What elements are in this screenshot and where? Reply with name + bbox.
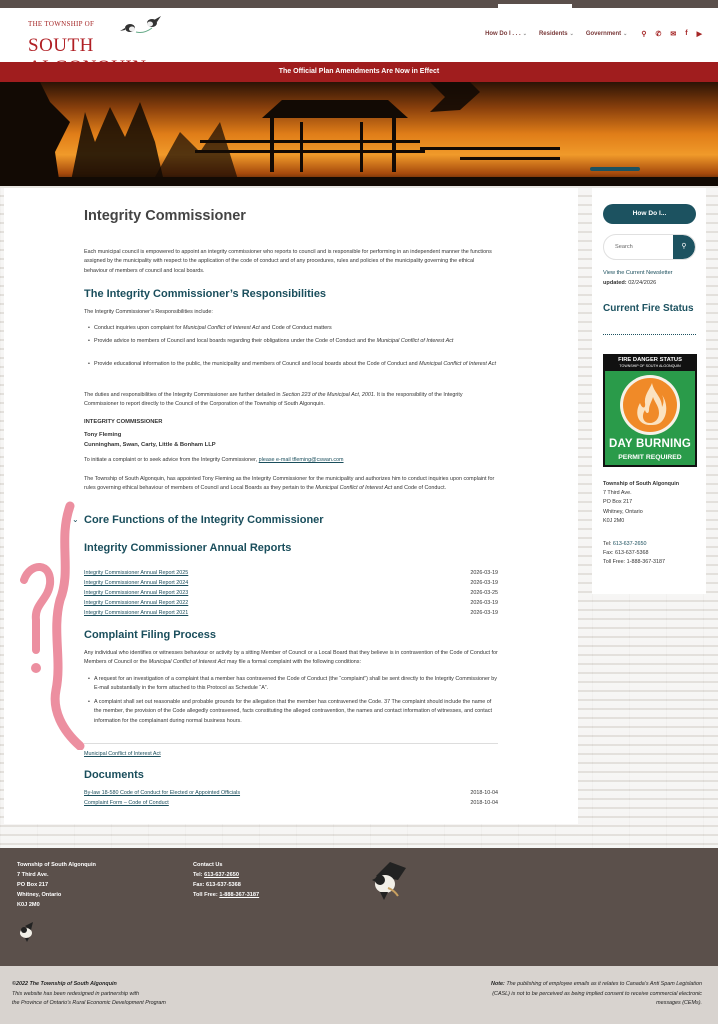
ic-email-link[interactable]: please e-mail tfleming@cswan.com: [258, 457, 344, 463]
youtube-icon[interactable]: ▶: [696, 31, 702, 38]
report-date: 2026-03-19: [470, 580, 498, 586]
fire-status-heading: Current Fire Status: [603, 303, 694, 314]
newsletter-updated: updated: 02/24/2026: [603, 280, 657, 286]
report-date: 2026-03-19: [470, 600, 498, 606]
small-chickadee-icon: [17, 920, 37, 942]
chevron-down-icon: ⌄: [569, 31, 574, 37]
report-link[interactable]: Integrity Commissioner Annual Report 2021: [84, 610, 189, 616]
footer-fax: Fax: 613-637-5368: [193, 882, 241, 888]
nav-label: How Do I . . .: [485, 31, 521, 37]
footer-address-line: 7 Third Ave.: [17, 872, 49, 878]
report-row: [84, 578, 498, 588]
chevron-down-icon[interactable]: ⌄: [72, 515, 79, 524]
tollfree-line: Toll Free: 1-888-367-3187: [603, 559, 666, 566]
report-row: [84, 568, 498, 578]
report-row: [84, 588, 498, 598]
mcia-link[interactable]: Municipal Conflict of Interest Act: [84, 751, 161, 757]
search-input[interactable]: [604, 235, 674, 259]
search-button[interactable]: [673, 235, 695, 259]
chevron-down-icon: ⌄: [522, 31, 527, 37]
chevron-down-icon: ⌄: [623, 31, 628, 37]
responsibilities-heading: The Integrity Commissioner’s Responsibilities: [84, 288, 327, 300]
fire-sign-permit: PERMIT REQUIRED: [618, 454, 682, 461]
address-line: PO Box 217: [603, 499, 633, 506]
report-date: 2026-03-25: [470, 590, 498, 596]
credit-line: This website has been redesigned in partnership with: [12, 990, 140, 997]
main-content: [4, 188, 578, 824]
search-box: [603, 234, 696, 260]
report-link[interactable]: Integrity Commissioner Annual Report 2023: [84, 590, 189, 596]
how-do-i-button[interactable]: How Do I...: [603, 204, 696, 224]
report-row: [84, 598, 498, 608]
report-link[interactable]: Integrity Commissioner Annual Report 2022: [84, 600, 189, 606]
report-link[interactable]: Integrity Commissioner Annual Report 2025: [84, 570, 189, 576]
casl-note: Note: The publishing of employee emails as it relates to Canada’s Anti Spam Legislation (CASL) is not to be perceived as being implied consent to receive commercial electronic messages (CEMs).: [491, 981, 702, 1007]
main-nav: [485, 30, 702, 38]
chickadee-icon: [368, 858, 410, 902]
document-link[interactable]: By-law 18-580 Code of Conduct for Elected or Appointed Officials: [84, 790, 241, 796]
footer-address: [17, 860, 96, 910]
divider: [84, 743, 498, 744]
responsibility-item: • Provide educational information to the public, the municipality and members of Council and local boards about the Code of Conduct and Municipal Conflict of Interest Act: [94, 360, 498, 369]
search-icon[interactable]: ⚲: [641, 31, 647, 38]
ic-firm: Cunningham, Swan, Carty, Little & Bonham LLP: [84, 442, 216, 448]
document-row: [84, 788, 498, 798]
facebook-icon[interactable]: f: [685, 30, 688, 37]
responsibilities-lead: The Integrity Commissioner’s Responsibilities include:: [84, 309, 213, 315]
fire-danger-sign[interactable]: [603, 354, 697, 467]
divider: [603, 334, 696, 335]
top-strip: [0, 0, 718, 8]
phone-link[interactable]: 613-637-2650: [612, 541, 647, 547]
complaint-paragraph: Any individual who identifies or witnesses behaviour or activity by a sitting Member of Council or a Local Board that they believe is in contravention of the Code of Conduct for Members of Council or the Municipal Conflict of Interest Act may file a formal complaint with the following conditions:: [84, 650, 498, 666]
nav-how-do-i[interactable]: [485, 31, 527, 37]
copyright-block: [12, 980, 166, 1009]
complaint-heading: Complaint Filing Process: [84, 629, 217, 641]
footer-tollfree-link[interactable]: 1-888-367-3187: [219, 892, 260, 898]
fire-sign-header: [605, 356, 695, 371]
fire-sign-main: DAY BURNING: [608, 438, 692, 450]
responsibility-item: • Conduct inquiries upon complaint for Municipal Conflict of Interest Act and Code of Conduct matters: [94, 324, 498, 333]
footer-address-line: Township of South Algonquin: [17, 862, 96, 868]
credit-line: the Province of Ontario’s Rural Economic Development Program: [12, 1000, 166, 1007]
document-row: [84, 798, 498, 808]
logo-title: SOUTH: [28, 35, 94, 56]
sidebar: [592, 188, 706, 594]
complaint-item: • A request for an investigation of a complaint that a member has contravened the Code of Conduct (the “complaint”) shall be sent directly to the Integrity Commissioner by E-mail substantially in the form attached to this Protocol as Schedule “A”.: [94, 675, 498, 694]
footer-contact-title: Contact Us: [193, 862, 223, 868]
nav-label: Government: [585, 31, 622, 37]
report-date: 2026-03-19: [470, 570, 498, 576]
footer-tel: Tel: 613-637-2650: [193, 872, 239, 878]
ic-label: INTEGRITY COMMISSIONER: [84, 419, 163, 425]
footer-address-line: PO Box 217: [17, 882, 49, 888]
intro-paragraph: Each municipal council is empowered to appoint an integrity commissioner who reports to council and is responsible for performing in an independent manner the functions assigned by the municipality with respect to the application of the code of conduct and of any procedures, rules and policies of the municipality governing the ethical behaviour of members of council and local boards.: [84, 249, 492, 274]
report-date: 2026-03-19: [470, 610, 498, 616]
annual-reports-heading: Integrity Commissioner Annual Reports: [84, 542, 292, 554]
address-line: K0J 2M0: [603, 517, 625, 524]
nav-government[interactable]: [586, 31, 628, 37]
header-icons: [641, 30, 702, 38]
sidebar-contact: [603, 540, 699, 568]
address-line: 7 Third Ave.: [603, 490, 632, 497]
nav-label: Residents: [538, 31, 568, 37]
phone-icon[interactable]: ✆: [655, 31, 662, 38]
copyright: ©2022 The Township of South Algonquin: [12, 981, 117, 987]
nav-residents[interactable]: [539, 31, 574, 37]
initiate-paragraph: To initiate a complaint or to seek advice from the Integrity Commissioner, please e-mail tfleming@cswan.com: [84, 457, 344, 463]
search-icon: ⚲: [681, 243, 687, 250]
address-line: Whitney, Ontario: [603, 508, 643, 515]
alert-banner[interactable]: The Official Plan Amendments Are Now in Effect: [0, 62, 718, 82]
lake-sunset-image: [0, 82, 718, 186]
email-icon[interactable]: ✉: [670, 31, 677, 38]
bottom-bar: [0, 966, 718, 1024]
page-title: Integrity Commissioner: [84, 208, 246, 224]
document-date: 2018-10-04: [470, 790, 498, 796]
fire-sign-subtitle: TOWNSHIP OF SOUTH ALGONQUIN: [619, 364, 681, 368]
fire-sign-title: FIRE DANGER STATUS: [618, 357, 682, 363]
footer-tollfree: Toll Free: 1-888-367-3187: [193, 892, 260, 898]
ic-name: Tony Fleming: [84, 432, 122, 438]
complaint-item: • A complaint shall set out reasonable and probable grounds for the allegation that the member has contravened the Code. 37 The complaint should include the name of the member, the provision of the Code allegedly contravened, facts constituting the alleged contravention, the names and contact information of witnesses, and contact information for the complainant during normal business hours.: [94, 698, 498, 726]
core-functions-accordion[interactable]: Core Functions of the Integrity Commissioner: [84, 514, 324, 526]
footer-contact: [193, 860, 259, 900]
report-row: [84, 608, 498, 618]
document-link[interactable]: Complaint Form – Code of Conduct: [84, 800, 169, 806]
report-link[interactable]: Integrity Commissioner Annual Report 2024: [84, 580, 189, 586]
site-footer: [0, 848, 718, 966]
sidebar-address: [603, 480, 699, 526]
footer-address-line: K0J 2M0: [17, 902, 40, 908]
flame-icon: [618, 373, 682, 437]
logo-small-text: THE TOWNSHIP OF: [28, 20, 95, 28]
documents-heading: Documents: [84, 769, 144, 781]
phone-line: Tel: 613-637-2650: [603, 541, 647, 547]
newsletter-link[interactable]: View the Current Newsletter: [603, 270, 673, 276]
document-date: 2018-10-04: [470, 800, 498, 806]
fax-line: Fax: 613-637-5368: [603, 550, 649, 557]
footer-address-line: Whitney, Ontario: [17, 892, 62, 898]
address-name: Township of South Algonquin: [603, 481, 680, 487]
responsibility-item: • Provide advice to members of Council and local boards regarding their obligations under the Code of Conduct and the Municipal Conflict of Interest Act: [94, 337, 498, 346]
footer-phone-link[interactable]: 613-637-2650: [204, 872, 239, 878]
mcia-row: [84, 749, 498, 759]
duties-paragraph: The duties and responsibilities of the Integrity Commissioner are further detailed in Section 223 of the Municipal Act, 2001. It is the responsibility of the Integrity Commissioner to report directly to the Council of the Corporation of the Township of South Algonquin.: [84, 392, 463, 408]
township-logo[interactable]: [28, 18, 203, 58]
hero-image: [0, 82, 718, 186]
appointed-paragraph: The Township of South Algonquin, has appointed Tony Fleming as the Integrity Commissioner for the municipality and authorizes him to conduct inquiries upon complaint for rules governing ethical behaviour of members of Council and Local Boards as they pertain to the Municipal Conflict of Interest Act and Code of Conduct.: [84, 476, 495, 492]
site-header: [0, 8, 718, 62]
